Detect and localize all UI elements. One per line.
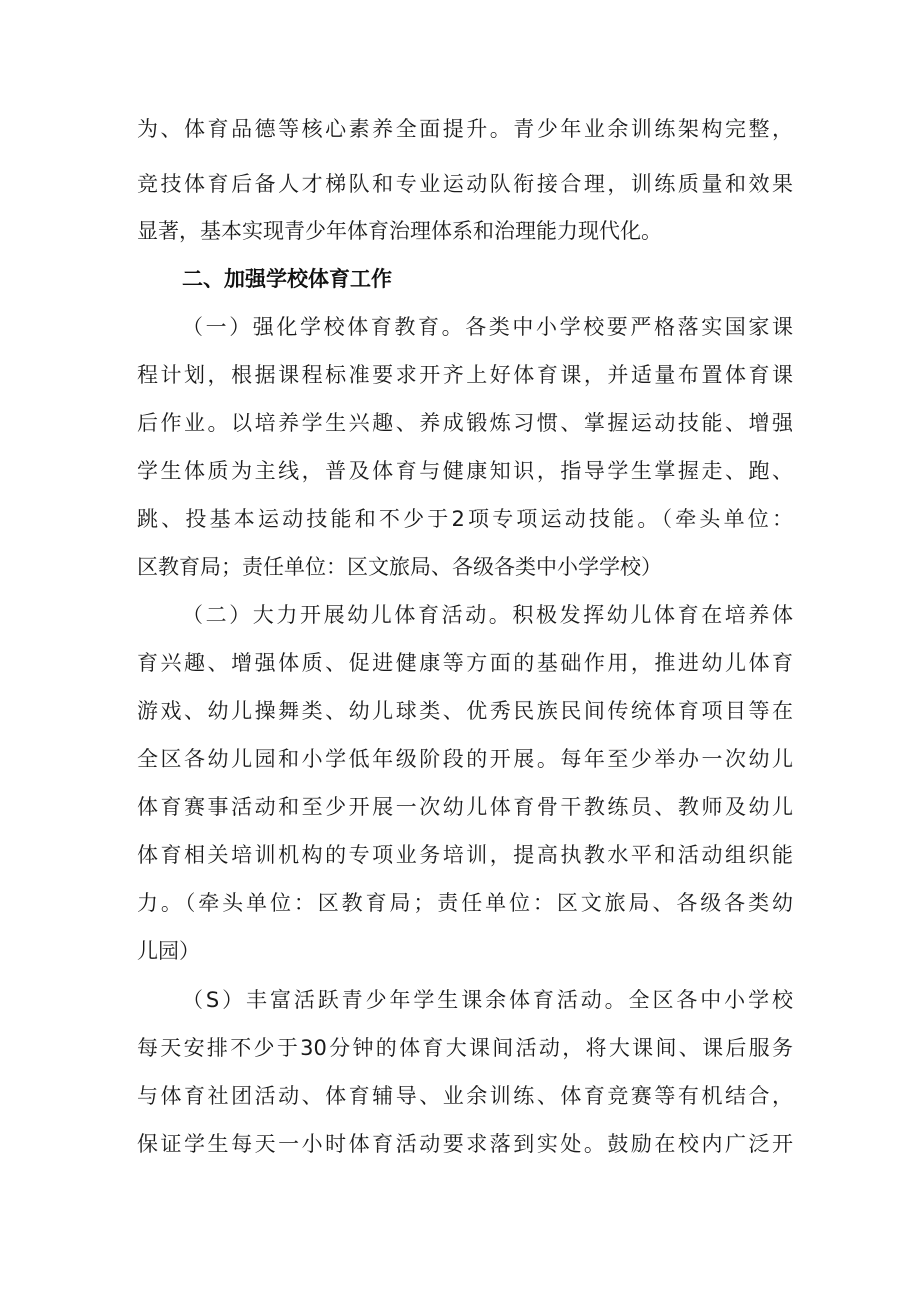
para3-line-3: 与体育社团活动、体育辅导、业余训练、体育竞赛等有机结合， <box>137 1084 793 1108</box>
para2-line-1: （二）大力开展幼儿体育活动。积极发挥幼儿体育在培养体 <box>182 603 793 627</box>
para2-line-5: 体育赛事活动和至少开展一次幼儿体育骨干教练员、教师及幼儿 <box>137 795 793 819</box>
para3-line-1: （S）丰富活跃青少年学生课余体育活动。全区各中小学校 <box>182 988 793 1012</box>
para1-line-1: （一）强化学校体育教育。各类中小学校要严格落实国家课 <box>182 315 793 339</box>
para2-line-7: 力。（牵头单位：区教育局；责任单位：区文旅局、各级各类幼 <box>137 891 793 915</box>
intro-line-2: 竞技体育后备人才梯队和专业运动队衔接合理，训练质量和效果 <box>137 172 793 196</box>
para2-line-6: 体育相关培训机构的专项业务培训，提高执教水平和活动组织能 <box>137 843 793 867</box>
para1-line-6: 区教育局；责任单位：区文旅局、各级各类中小学学校） <box>137 555 662 579</box>
para1-line-4: 学生体质为主线，普及体育与健康知识，指导学生掌握走、跑、 <box>137 459 793 483</box>
intro-line-1: 为、体育品德等核心素养全面提升。青少年业余训练架构完整， <box>137 117 793 141</box>
para2-line-4: 全区各幼儿园和小学低年级阶段的开展。每年至少举办一次幼儿 <box>137 747 793 771</box>
para1-line-5: 跳、投基本运动技能和不少于2项专项运动技能。（牵头单位： <box>137 507 793 531</box>
intro-line-3: 显著，基本实现青少年体育治理体系和治理能力现代化。 <box>137 219 662 243</box>
para3-line-4: 保证学生每天一小时体育活动要求落到实处。鼓励在校内广泛开 <box>137 1132 793 1156</box>
para1-line-3: 后作业。以培养学生兴趣、养成锻炼习惯、掌握运动技能、增强 <box>137 411 793 435</box>
section-heading: 二、加强学校体育工作 <box>182 267 392 291</box>
para1-line-2: 程计划，根据课程标准要求开齐上好体育课，并适量布置体育课 <box>137 363 793 387</box>
para2-line-3: 游戏、幼儿操舞类、幼儿球类、优秀民族民间传统体育项目等在 <box>137 699 793 723</box>
para3-line-2: 每天安排不少于30分钟的体育大课间活动，将大课间、课后服务 <box>137 1036 793 1060</box>
para2-line-2: 育兴趣、增强体质、促进健康等方面的基础作用，推进幼儿体育 <box>137 651 793 675</box>
para2-line-8: 儿园） <box>137 939 200 963</box>
